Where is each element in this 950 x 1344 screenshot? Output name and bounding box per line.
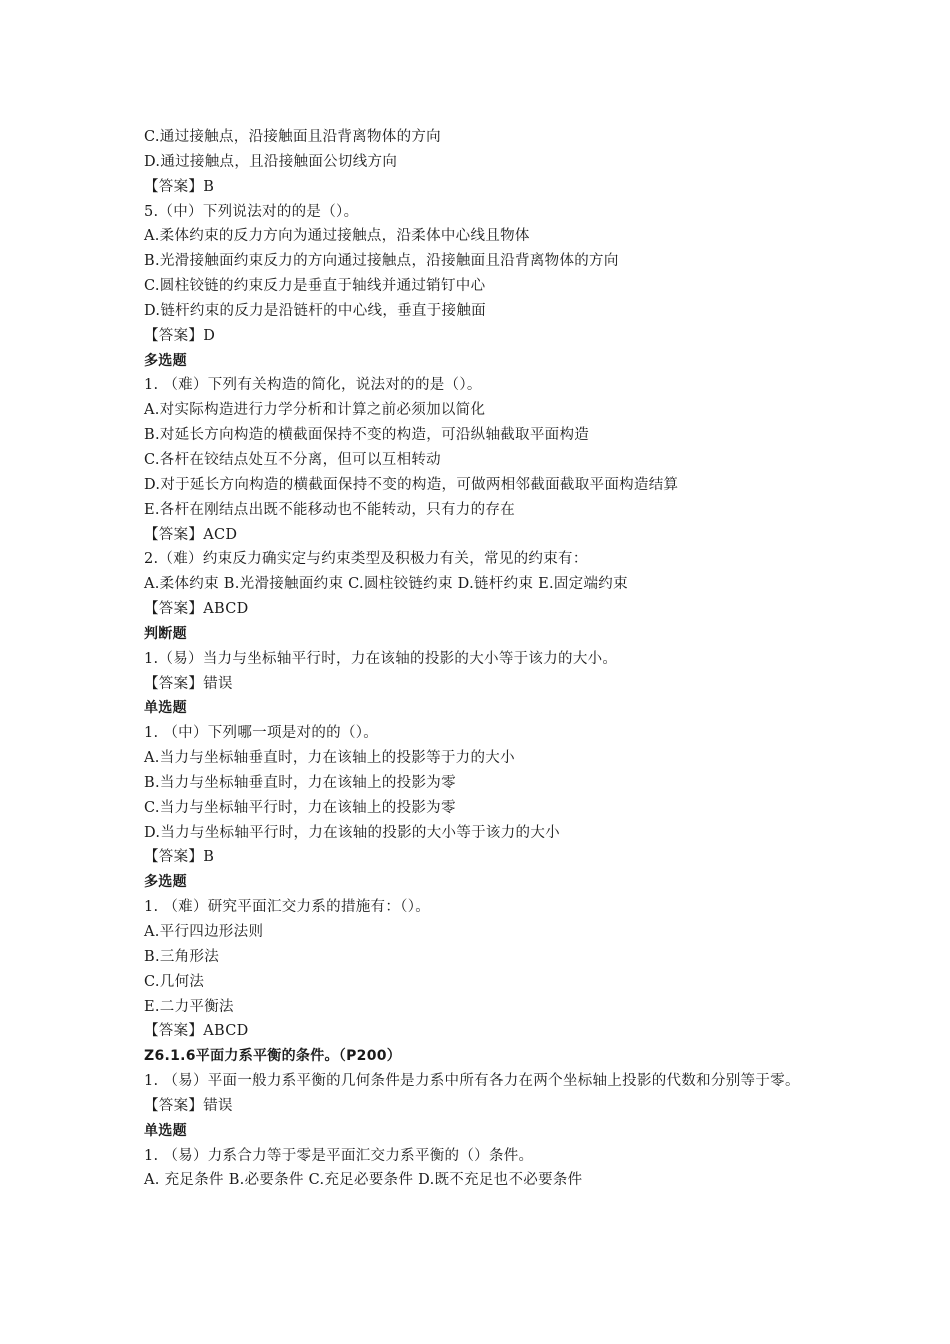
text-line: B.当力与坐标轴垂直时，力在该轴上的投影为零 [144,774,456,791]
text-line: 【答案】ACD [144,526,238,543]
text-line: 【答案】ABCD [144,601,249,618]
text-line: E.二力平衡法 [144,998,234,1015]
section-heading: 单选题 [144,700,187,717]
section-heading: 判断题 [144,625,187,642]
text-line: 【答案】错误 [144,1097,233,1114]
text-line: A.平行四边形法则 [144,924,264,940]
text-line: 【答案】B [144,849,215,866]
section-heading: 多选题 [144,352,187,369]
text-line: 【答案】D [144,327,216,344]
text-line: 1. （难）下列有关构造的简化，说法对的的是（）。 [144,377,482,394]
section-heading: 多选题 [144,874,187,891]
text-line: 1. （中）下列哪一项是对的的（）。 [144,725,379,742]
section-heading: 单选题 [144,1122,187,1139]
text-line: 2.（难）约束反力确实定与约束类型及积极力有关，常见的约束有： [144,551,588,568]
text-line: 1. （易）力系合力等于零是平面汇交力系平衡的（）条件。 [144,1147,534,1164]
text-line: 5.（中）下列说法对的的是（）。 [144,203,359,220]
text-line: D.链杆约束的反力是沿链杆的中心线，垂直于接触面 [144,302,486,319]
document-body [144,125,824,1193]
text-line: A.柔体约束 B.光滑接触面约束 C.圆柱铰链约束 D.链杆约束 E.固定端约束 [144,576,628,593]
text-line: C.通过接触点，沿接触面且沿背离物体的方向 [144,129,441,145]
text-line: 1. （易）平面一般力系平衡的几何条件是力系中所有各力在两个坐标轴上投影的代数和分别等于零。 [144,1073,800,1090]
text-line: 【答案】ABCD [144,1023,249,1040]
text-line: A.柔体约束的反力方向为通过接触点，沿柔体中心线且物体 [144,228,530,245]
text-line: 1.（易）当力与坐标轴平行时，力在该轴的投影的大小等于该力的大小。 [144,650,618,667]
text-line: B.对延长方向构造的横截面保持不变的构造，可沿纵轴截取平面构造 [144,427,590,444]
text-line: C.当力与坐标轴平行时，力在该轴上的投影为零 [144,799,456,816]
text-line: C.几何法 [144,973,205,990]
text-line: C.各杆在铰结点处互不分离，但可以互相转动 [144,451,441,468]
text-line: D.通过接触点，且沿接触面公切线方向 [144,153,398,170]
text-line: 【答案】错误 [144,675,233,692]
text-line: A. 充足条件 B.必要条件 C.充足必要条件 D.既不充足也不必要条件 [144,1172,583,1189]
text-line: E.各杆在刚结点出既不能移动也不能转动，只有力的存在 [144,501,515,518]
text-line: C.圆柱铰链的约束反力是垂直于轴线并通过销钉中心 [144,278,486,295]
section-heading: Z6.1.6平面力系平衡的条件。（P200） [144,1048,402,1065]
text-line: 【答案】B [144,178,215,195]
text-line: A.当力与坐标轴垂直时，力在该轴上的投影等于力的大小 [144,750,515,767]
text-line: D.对于延长方向构造的横截面保持不变的构造，可做两相邻截面截取平面构造结算 [144,476,679,493]
text-line: A.对实际构造进行力学分析和计算之前必须加以简化 [144,402,486,419]
text-line: B.三角形法 [144,948,220,965]
text-line: D.当力与坐标轴平行时，力在该轴的投影的大小等于该力的大小 [144,824,560,841]
text-line: B.光滑接触面约束反力的方向通过接触点，沿接触面且沿背离物体的方向 [144,253,619,270]
text-line: 1. （难）研究平面汇交力系的措施有：（）。 [144,899,431,916]
